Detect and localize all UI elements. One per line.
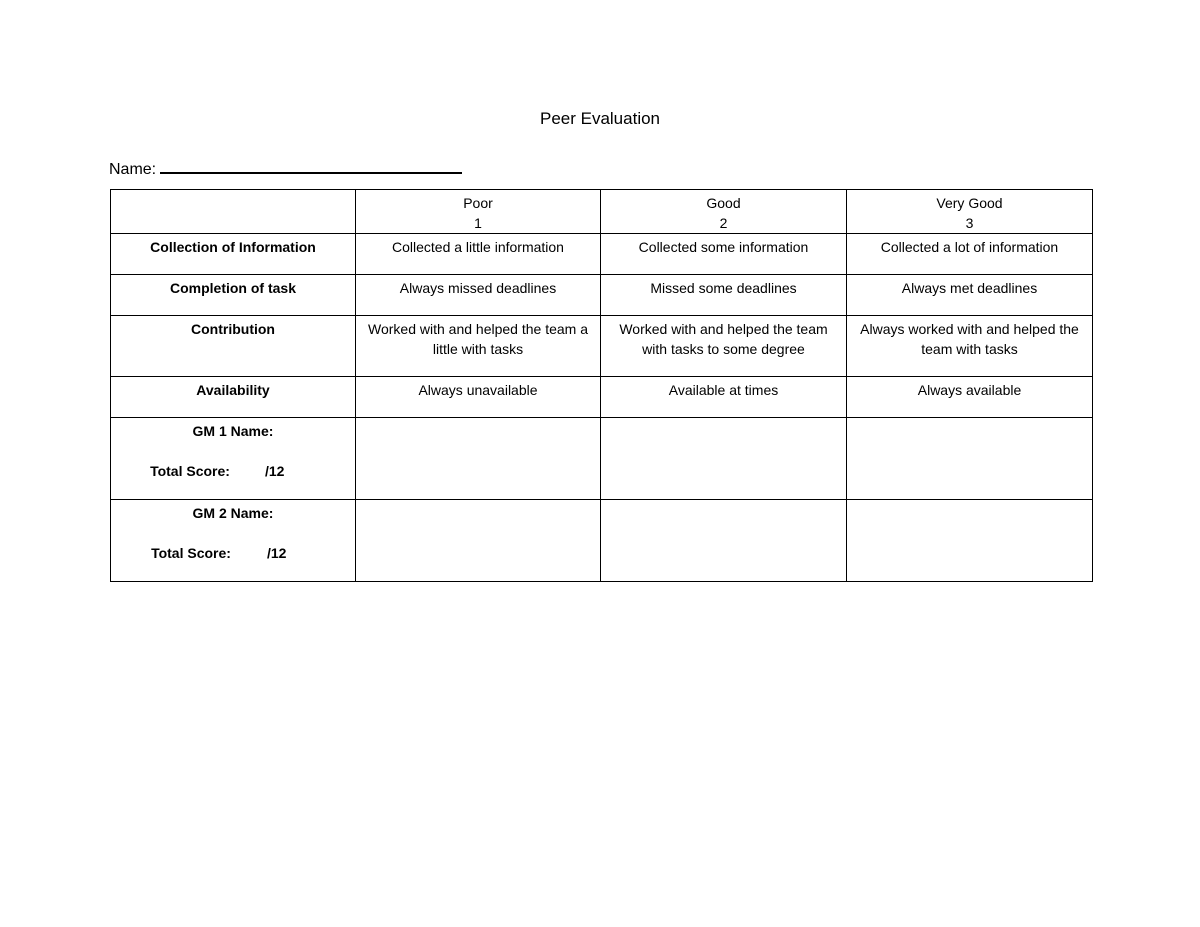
header-very-good	[847, 190, 1093, 234]
column-score: 2	[719, 215, 728, 231]
header-good	[601, 190, 847, 234]
table-row	[111, 275, 1093, 316]
criterion-good-cell[interactable]: Collected some information	[601, 234, 847, 275]
column-label: Poor	[463, 195, 493, 211]
group-member-info	[111, 418, 356, 500]
table-row	[111, 377, 1093, 418]
document-title: Peer Evaluation	[539, 109, 661, 128]
header-empty-cell	[111, 190, 356, 234]
header-poor	[356, 190, 601, 234]
total-score-max: /12	[265, 463, 285, 479]
peer-evaluation-table	[110, 189, 1093, 582]
empty-score-cell[interactable]	[601, 500, 847, 582]
criterion-poor-cell[interactable]: Collected a little information	[356, 234, 601, 275]
column-score: 3	[965, 215, 974, 231]
criterion-poor-cell[interactable]: Always unavailable	[356, 377, 601, 418]
criterion-very-good-cell[interactable]: Always met deadlines	[847, 275, 1093, 316]
name-label: Name:	[109, 161, 157, 178]
column-label: Good	[706, 195, 741, 211]
criterion-good-cell[interactable]: Available at times	[601, 377, 847, 418]
empty-score-cell[interactable]	[847, 418, 1093, 500]
total-score-max: /12	[267, 545, 287, 561]
criterion-label: Collection of Information	[111, 234, 356, 275]
total-score-label: Total Score:	[150, 463, 230, 479]
name-field	[109, 156, 462, 179]
criterion-very-good-cell[interactable]: Always available	[847, 377, 1093, 418]
empty-score-cell[interactable]	[601, 418, 847, 500]
group-member-name-label: GM 2 Name:	[192, 505, 274, 521]
criterion-good-cell[interactable]: Missed some deadlines	[601, 275, 847, 316]
criterion-very-good-cell[interactable]: Always worked with and helped the team with tasks	[847, 316, 1093, 377]
criterion-good-cell[interactable]: Worked with and helped the team with tasks to some degree	[601, 316, 847, 377]
criterion-very-good-cell[interactable]: Collected a lot of information	[847, 234, 1093, 275]
empty-score-cell[interactable]	[356, 418, 601, 500]
criterion-label: Completion of task	[111, 275, 356, 316]
table-header-row	[111, 190, 1093, 234]
group-member-name-label: GM 1 Name:	[192, 423, 274, 439]
empty-score-cell[interactable]	[356, 500, 601, 582]
criterion-poor-cell[interactable]: Worked with and helped the team a little with tasks	[356, 316, 601, 377]
table-row	[111, 234, 1093, 275]
total-score-label: Total Score:	[151, 545, 231, 561]
group-member-info	[111, 500, 356, 582]
total-score	[115, 461, 351, 481]
total-score	[115, 543, 351, 563]
column-score: 1	[474, 215, 482, 231]
criterion-label: Contribution	[111, 316, 356, 377]
group-member-row	[111, 418, 1093, 500]
table-row	[111, 316, 1093, 377]
criterion-poor-cell[interactable]: Always missed deadlines	[356, 275, 601, 316]
column-label: Very Good	[936, 195, 1003, 211]
empty-score-cell[interactable]	[847, 500, 1093, 582]
group-member-row	[111, 500, 1093, 582]
criterion-label: Availability	[111, 377, 356, 418]
name-blank-line[interactable]	[160, 156, 462, 174]
